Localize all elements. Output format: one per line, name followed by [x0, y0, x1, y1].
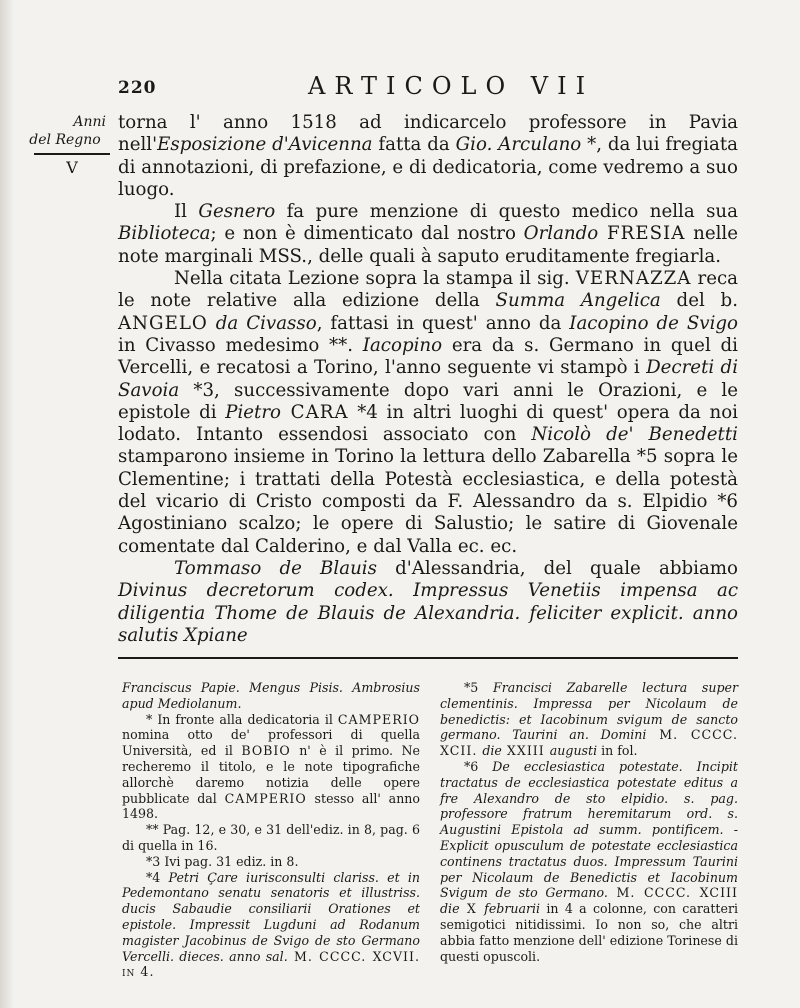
fn5-year: M. CCCC. XCII.	[440, 727, 738, 759]
fn1-text-g: stesso all' anno 1498.	[122, 790, 420, 822]
fn4-date: M. CCCC. XCVII. in 4.	[122, 948, 420, 980]
p3-name-vernazza: VERNAZZA	[575, 268, 692, 290]
p3-text-a: Nella citata Lezione sopra la stampa il sig.	[174, 268, 576, 290]
fn6-die: die	[440, 901, 460, 917]
p3-text-j: in Civasso medesimo **.	[118, 334, 363, 356]
p3-name-iacopino: Iacopino de Svigo	[569, 312, 738, 334]
fn1-text-e: n' è il primo. Ne recheremo il titolo, e le note tipografiche allorchè daremo notizia delle opere pubblicate dal	[122, 743, 420, 806]
p3-name-angelo: ANGELO	[118, 312, 208, 334]
footnote-5	[440, 680, 738, 759]
p1-text-e: *, da lui fregiata di annotazioni, di prefazione, e di dedicatoria, come vedremo a suo luogo.	[118, 134, 739, 200]
fn5-die: die	[482, 743, 502, 759]
fn1-name-bobio: BOBIO	[241, 743, 291, 759]
p3-text-e: del b.	[660, 290, 738, 312]
p3-text-h: , fattasi in quest' anno da	[316, 312, 570, 334]
p4-name-blauis: Tommaso de Blauis	[174, 557, 377, 579]
fn6-day: X	[459, 901, 485, 917]
p2-name-orlando: Orlando	[523, 223, 599, 245]
p2-name-gesnero: Gesnero	[198, 201, 276, 223]
p3-text-q: *4 in altri luoghi di quest' opera da noi lodato. Intanto essendosi associato con	[118, 401, 738, 446]
margin-note-numeral: V	[66, 158, 78, 177]
footnotes-left-column	[122, 680, 420, 980]
footnote-6	[440, 759, 738, 964]
p2-title-biblioteca: Biblioteca	[118, 223, 211, 245]
p3-name-iacopino-2: Iacopino	[362, 334, 443, 356]
footnote-continuation-text: Franciscus Papie. Mengus Pisis. Ambrosius apud Mediolanum.	[122, 680, 420, 711]
footnote-1	[122, 712, 420, 823]
p3-title-decreti: Decreti di Savoia	[118, 357, 739, 401]
page-header	[118, 72, 738, 102]
fn4-marker: *4	[146, 869, 169, 885]
footnote-continuation	[122, 680, 420, 712]
fn5-format: in fol.	[597, 743, 638, 759]
paragraph-1	[118, 112, 738, 201]
p3-place-civasso: da Civasso	[207, 312, 317, 334]
fn5-title: Francisci Zabarelle lectura super clementinis. Impressa per Nicolaum de benedictis: et Iacobinum svigum de sancto germano. Taurini an. Domini	[440, 680, 738, 743]
margin-note-del-regno: del Regno	[29, 132, 101, 148]
page-number: 220	[118, 78, 157, 98]
p1-text-c: fatta da	[372, 134, 456, 156]
fn1-text-a: * In fronte alla dedicatoria il	[146, 711, 338, 727]
paragraph-2	[118, 201, 738, 268]
footnote-rule	[118, 657, 738, 659]
p2-text-h: nelle note marginali MSS., delle quali à saputo eruditamente fregiarla.	[118, 223, 739, 267]
p4-quote-colophon: Divinus decretorum codex. Impressus Venetiis impensa ac diligentia Thome de Blauis de Alexandria. feliciter explicit. anno salutis Xpiane	[118, 580, 738, 646]
p3-text-c: reca le note relative alla edizione della	[118, 268, 738, 312]
p3-text-n: *3, successivamente dopo vari anni le Orazioni, e le epistole di	[118, 379, 738, 423]
fn6-year: M. CCCC. XCIII	[607, 885, 738, 901]
margin-note-anni: Anni	[73, 114, 106, 130]
fn4-title: Petri Çare iurisconsulti clariss. et in Pedemontano senatu senatoris et illustriss. ducis Sabaudie consiliarii Orationes et epistole. Impressit Lugduni ad Rodanum magister Jacobinus de Svigo de sto Germano Vercelli. dieces. anno sal.	[122, 869, 420, 964]
fn1-text-c: nomina otto de' professori di quella Università, ed il	[122, 727, 420, 759]
running-head: ARTICOLO VII	[308, 72, 595, 100]
fn5-day: XXIII	[501, 743, 550, 759]
paragraph-4	[118, 558, 738, 647]
p2-text-e: ; e non è dimenticato dal nostro	[210, 223, 524, 245]
p3-name-pietro: Pietro	[225, 401, 281, 423]
footnote-4	[122, 870, 420, 981]
page-gutter-shadow	[0, 0, 14, 1008]
p4-text-b: d'Alessandria, del quale abbiamo	[376, 557, 738, 579]
p1-text-a: torna l' anno 1518 ad indicarcelo professore in Pavia nell'	[118, 112, 738, 156]
fn5-marker: *5	[464, 680, 493, 695]
paragraph-3	[118, 268, 738, 558]
fn6-month: februarii	[484, 901, 541, 917]
fn6-title: De ecclesiastica potestate. Incipit tractatus de ecclesiastica potestate editus a fre Alexandro de sto elpidio. s. pag. professore fratrum heremitarum ord. s. Augustini Epistola ad summ. pontificem. - Explicit opusculum de potestate ecclesiastica continens tractatus duos. Impressum Taurini per Nicolaum de Benedictis et Iacobinum Svigum de sto Germano.	[440, 758, 738, 901]
footnote-2: ** Pag. 12, e 30, e 31 dell'ediz. in 8, pag. 6 di quella in 16.	[122, 822, 420, 853]
p2-text-a: Il	[174, 201, 199, 223]
fn1-name-camperio: CAMPERIO	[337, 711, 420, 727]
fn6-marker: *6	[464, 758, 493, 774]
p3-text-l: era da s. Germano in quel di Vercelli, e recatosi a Torino, l'anno seguente vi stampò i	[118, 334, 738, 379]
p3-title-summa: Summa Angelica	[495, 290, 661, 312]
p3-text-s: stamparono insieme in Torino la lettura dello Zabarella *5 sopra le Clementine; i trattati della Potestà ecclesiastica, e della potestà del vicario di Cristo composti da F. Alessandro da s. Elpidio *6 Agostiniano scalzo; le opere di Salustio; le satire di Giovenale comentate dal Calderino, e dal Valla ec. ec.	[118, 446, 738, 557]
p2-text-c: fa pure menzione di questo medico nella sua	[275, 201, 738, 223]
footnotes-right-column	[440, 680, 738, 964]
footnote-3: *3 Ivi pag. 31 ediz. in 8.	[146, 853, 299, 869]
fn5-month: augusti	[549, 743, 598, 759]
margin-note-rule	[34, 153, 110, 155]
p2-name-fresia: FRESIA	[598, 223, 686, 245]
fn1-name-camperio-2: CAMPERIO	[224, 790, 307, 806]
main-text	[118, 112, 738, 647]
p1-name-arculano: Gio. Arculano	[455, 134, 582, 156]
p3-name-benedetti: Nicolò de' Benedetti	[531, 424, 738, 446]
p3-name-cara: CARA	[280, 401, 349, 423]
p1-title-avicenna: Esposizione d'Avicenna	[157, 134, 373, 156]
margin-note	[16, 113, 114, 177]
fn6-comment: in 4 a colonne, con caratteri semigotici nitidissimi. Io non so, che altri abbia fatto menzione dell' edizione Torinese di questi opuscoli.	[440, 901, 738, 964]
